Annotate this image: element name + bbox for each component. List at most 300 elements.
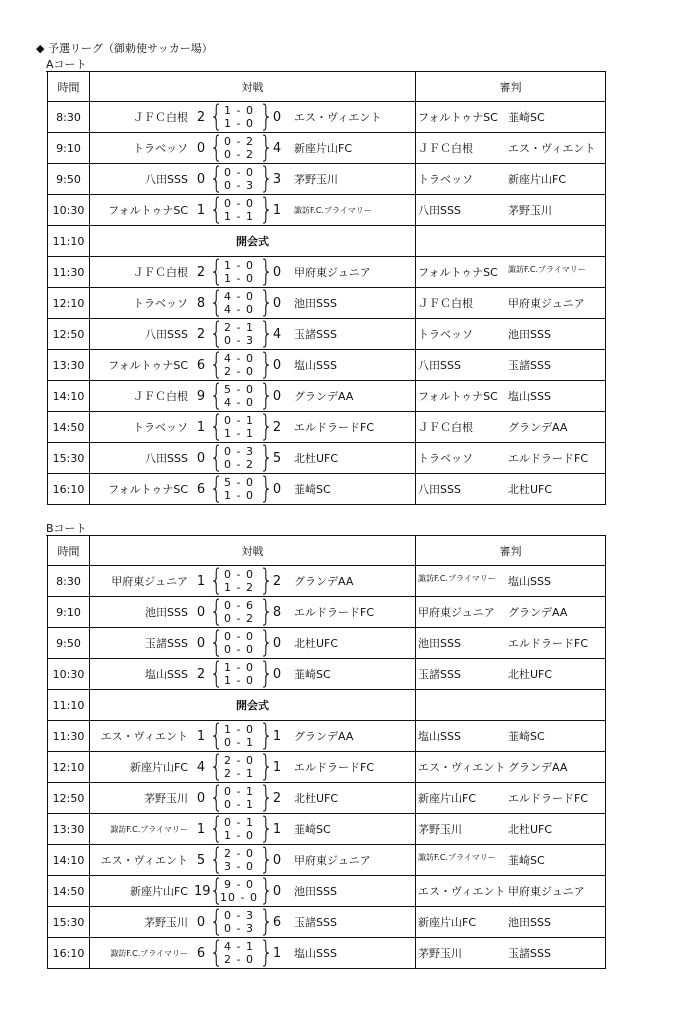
referee-2: エルドラードFC — [508, 452, 589, 465]
half-scores — [220, 847, 258, 873]
left-brace: { — [209, 101, 224, 133]
home-team: ＪＦＣ白根 — [133, 390, 188, 403]
right-brace: } — [259, 782, 274, 814]
referee-1: トラベッソ — [418, 452, 473, 465]
referee-cell — [416, 783, 606, 814]
referees — [418, 295, 605, 311]
match-time: 13:30 — [48, 814, 90, 845]
match-line — [90, 907, 415, 937]
match-time: 9:50 — [48, 628, 90, 659]
away-score: 0 — [272, 109, 282, 125]
first-half-score: 0 - 1 — [224, 414, 254, 427]
referee-cell — [416, 876, 606, 907]
referee-1: 諏訪F.C.プライマリー — [418, 574, 496, 583]
away-team: 玉諸SSS — [294, 328, 337, 341]
home-score: 2 — [196, 264, 206, 280]
referees — [418, 728, 605, 744]
match-line — [90, 752, 415, 782]
left-brace: { — [209, 163, 224, 195]
first-half-score: 0 - 1 — [224, 785, 254, 798]
referees — [418, 759, 605, 775]
referee-1: トラベッソ — [418, 328, 473, 341]
home-score: 9 — [196, 388, 206, 404]
match-row — [48, 102, 606, 133]
referees — [418, 604, 605, 620]
header-match: 対戦 — [90, 536, 416, 566]
home-score: 2 — [196, 326, 206, 342]
second-half-score: 1 - 1 — [224, 210, 254, 223]
second-half-score: 3 - 0 — [224, 860, 254, 873]
second-half-score: 1 - 1 — [224, 427, 254, 440]
match-cell — [90, 628, 416, 659]
referee-cell — [416, 721, 606, 752]
referees — [418, 481, 605, 497]
right-brace: } — [259, 813, 274, 845]
home-score: 19 — [194, 883, 211, 899]
referee-2: エス・ヴィエント — [508, 142, 596, 155]
half-scores — [220, 383, 258, 409]
referees — [418, 573, 605, 589]
referee-1: 茅野玉川 — [418, 823, 462, 836]
match-line — [90, 257, 415, 287]
home-team: 玉諸SSS — [145, 637, 188, 650]
away-score: 5 — [272, 450, 282, 466]
match-row — [48, 938, 606, 969]
match-line — [90, 443, 415, 473]
match-time: 11:10 — [48, 226, 90, 257]
first-half-score: 0 - 0 — [224, 568, 254, 581]
half-scores — [220, 723, 258, 749]
second-half-score: 1 - 0 — [224, 829, 254, 842]
referee-2: 塩山SSS — [508, 390, 551, 403]
home-team: フォルトゥナSC — [108, 204, 188, 217]
first-half-score: 2 - 0 — [224, 754, 254, 767]
match-row — [48, 721, 606, 752]
match-cell — [90, 566, 416, 597]
match-cell — [90, 102, 416, 133]
referee-1: 諏訪F.C.プライマリー — [418, 853, 496, 862]
home-score: 2 — [196, 109, 206, 125]
home-score: 5 — [196, 852, 206, 868]
home-score: 1 — [196, 573, 206, 589]
left-brace: { — [209, 627, 224, 659]
match-row — [48, 628, 606, 659]
match-cell — [90, 350, 416, 381]
match-row — [48, 133, 606, 164]
away-team: エルドラードFC — [294, 421, 375, 434]
referee-1: フォルトゥナSC — [418, 111, 498, 124]
referee-1: フォルトゥナSC — [418, 266, 498, 279]
match-line — [90, 659, 415, 689]
referees — [418, 790, 605, 806]
away-team: 北杜UFC — [294, 792, 339, 805]
left-brace: { — [209, 380, 224, 412]
match-row — [48, 381, 606, 412]
referee-cell — [416, 195, 606, 226]
home-team: トラベッソ — [133, 421, 188, 434]
match-line — [90, 350, 415, 380]
left-brace: { — [209, 442, 224, 474]
second-half-score: 0 - 3 — [224, 334, 254, 347]
second-half-score: 0 - 2 — [224, 458, 254, 471]
away-score: 0 — [272, 295, 282, 311]
match-time: 9:10 — [48, 597, 90, 628]
away-team: 塩山SSS — [294, 947, 337, 960]
left-brace: { — [209, 349, 224, 381]
away-team: グランデAA — [294, 390, 354, 403]
match-row — [48, 907, 606, 938]
second-half-score: 1 - 0 — [224, 674, 254, 687]
home-team: 塩山SSS — [145, 668, 188, 681]
match-cell — [90, 195, 416, 226]
referee-2: 韮崎SC — [508, 111, 545, 124]
left-brace: { — [209, 782, 224, 814]
court-a-schedule-table — [47, 71, 606, 505]
referee-cell — [416, 443, 606, 474]
second-half-score: 1 - 0 — [224, 489, 254, 502]
first-half-score: 0 - 2 — [224, 135, 254, 148]
away-score: 3 — [272, 171, 282, 187]
away-score: 2 — [272, 790, 282, 806]
referees — [418, 109, 605, 125]
half-scores — [220, 197, 258, 223]
referee-1: ＪＦＣ白根 — [418, 142, 473, 155]
referee-1: 甲府東ジュニア — [418, 606, 495, 619]
away-score: 0 — [272, 883, 282, 899]
away-team: 韮崎SC — [294, 483, 331, 496]
home-team: 新座片山FC — [129, 885, 188, 898]
referee-cell — [416, 659, 606, 690]
match-row — [48, 319, 606, 350]
home-score: 0 — [196, 790, 206, 806]
match-line — [90, 628, 415, 658]
home-team: エス・ヴィエント — [100, 854, 188, 867]
half-scores — [220, 135, 258, 161]
match-time: 9:50 — [48, 164, 90, 195]
referee-2: 塩山SSS — [508, 575, 551, 588]
match-line — [90, 938, 415, 968]
right-brace: } — [259, 101, 274, 133]
referee-cell — [416, 845, 606, 876]
first-half-score: 1 - 0 — [224, 661, 254, 674]
match-row — [48, 597, 606, 628]
home-score: 2 — [196, 666, 206, 682]
match-row — [48, 443, 606, 474]
court-a-label: Aコート — [46, 58, 87, 71]
referees — [418, 450, 605, 466]
away-team: 新座片山FC — [294, 142, 353, 155]
match-time: 11:30 — [48, 257, 90, 288]
away-team: 韮崎SC — [294, 668, 331, 681]
referees — [418, 140, 605, 156]
match-time: 15:30 — [48, 443, 90, 474]
match-cell — [90, 659, 416, 690]
home-team: 諏訪F.C.プライマリー — [110, 824, 188, 834]
home-team: 茅野玉川 — [144, 792, 188, 805]
right-brace: } — [259, 937, 274, 969]
match-cell — [90, 752, 416, 783]
second-half-score: 0 - 3 — [224, 179, 254, 192]
match-row — [48, 412, 606, 443]
second-half-score: 10 - 0 — [220, 891, 258, 904]
half-scores — [220, 166, 258, 192]
match-row — [48, 876, 606, 907]
match-cell — [90, 412, 416, 443]
referee-cell — [416, 938, 606, 969]
match-time: 11:10 — [48, 690, 90, 721]
right-brace: } — [259, 751, 274, 783]
half-scores — [220, 259, 258, 285]
second-half-score: 1 - 0 — [224, 272, 254, 285]
first-half-score: 2 - 1 — [224, 321, 254, 334]
second-half-score: 0 - 1 — [224, 736, 254, 749]
header-ref: 審判 — [416, 72, 606, 102]
left-brace: { — [209, 596, 224, 628]
referees — [418, 883, 605, 899]
match-row — [48, 845, 606, 876]
first-half-score: 0 - 0 — [224, 166, 254, 179]
referee-cell — [416, 288, 606, 319]
first-half-score: 1 - 0 — [224, 723, 254, 736]
right-brace: } — [259, 287, 274, 319]
home-team: ＪＦＣ白根 — [133, 266, 188, 279]
referee-2: 北杜UFC — [508, 668, 553, 681]
referee-2: 玉諸SSS — [508, 947, 551, 960]
away-score: 1 — [272, 759, 282, 775]
away-team: エルドラードFC — [294, 606, 375, 619]
right-brace: } — [259, 906, 274, 938]
match-line — [90, 195, 415, 225]
match-cell — [90, 721, 416, 752]
match-time: 8:30 — [48, 102, 90, 133]
match-row — [48, 474, 606, 505]
away-score: 8 — [272, 604, 282, 620]
match-row — [48, 164, 606, 195]
referee-2: 池田SSS — [508, 328, 551, 341]
referee-1: トラベッソ — [418, 173, 473, 186]
away-score: 0 — [272, 388, 282, 404]
away-team: エルドラードFC — [294, 761, 375, 774]
referees — [418, 326, 605, 342]
right-brace: } — [259, 380, 274, 412]
referee-cell — [416, 319, 606, 350]
away-score: 1 — [272, 945, 282, 961]
opening-ceremony: 開会式 — [90, 226, 416, 257]
right-brace: } — [259, 473, 274, 505]
ceremony-row — [48, 690, 606, 721]
referee-1: 塩山SSS — [418, 730, 461, 743]
header-time: 時間 — [48, 72, 90, 102]
away-team: グランデAA — [294, 575, 354, 588]
match-line — [90, 783, 415, 813]
match-row — [48, 659, 606, 690]
match-cell — [90, 907, 416, 938]
referee-cell — [416, 752, 606, 783]
header-row — [48, 536, 606, 566]
match-time: 16:10 — [48, 474, 90, 505]
match-time: 12:10 — [48, 288, 90, 319]
left-brace: { — [209, 132, 224, 164]
referee-2: グランデAA — [508, 606, 568, 619]
referee-cell — [416, 257, 606, 288]
match-time: 10:30 — [48, 659, 90, 690]
referee-1: 八田SSS — [418, 483, 461, 496]
referees — [418, 264, 605, 280]
half-scores — [220, 104, 258, 130]
home-score: 0 — [196, 140, 206, 156]
left-brace: { — [209, 194, 224, 226]
home-score: 1 — [196, 821, 206, 837]
match-row — [48, 350, 606, 381]
home-score: 1 — [196, 202, 206, 218]
referee-cell — [416, 628, 606, 659]
home-score: 1 — [196, 419, 206, 435]
home-team: トラベッソ — [133, 142, 188, 155]
ref-empty — [416, 690, 606, 721]
home-team: トラベッソ — [133, 297, 188, 310]
away-team: 諏訪F.C.プライマリー — [294, 205, 372, 215]
header-time: 時間 — [48, 536, 90, 566]
match-row — [48, 752, 606, 783]
home-team: ＪＦＣ白根 — [133, 111, 188, 124]
match-time: 14:10 — [48, 381, 90, 412]
away-team: グランデAA — [294, 730, 354, 743]
referee-cell — [416, 350, 606, 381]
half-scores — [220, 445, 258, 471]
away-team: 北杜UFC — [294, 452, 339, 465]
half-scores — [220, 878, 258, 904]
away-team: 甲府東ジュニア — [294, 854, 371, 867]
second-half-score: 0 - 1 — [224, 798, 254, 811]
home-score: 6 — [196, 481, 206, 497]
home-team: 茅野玉川 — [144, 916, 188, 929]
match-line — [90, 814, 415, 844]
match-cell — [90, 783, 416, 814]
match-time: 10:30 — [48, 195, 90, 226]
match-time: 12:10 — [48, 752, 90, 783]
match-line — [90, 164, 415, 194]
referees — [418, 388, 605, 404]
right-brace: } — [259, 596, 274, 628]
referees — [418, 202, 605, 218]
home-score: 6 — [196, 357, 206, 373]
referee-1: エス・ヴィエント — [418, 885, 506, 898]
match-line — [90, 133, 415, 163]
match-time: 13:30 — [48, 350, 90, 381]
half-scores — [220, 290, 258, 316]
right-brace: } — [259, 565, 274, 597]
away-score: 1 — [272, 728, 282, 744]
referee-cell — [416, 133, 606, 164]
half-scores — [220, 785, 258, 811]
referees — [418, 914, 605, 930]
match-time: 12:50 — [48, 783, 90, 814]
home-team: 新座片山FC — [129, 761, 188, 774]
second-half-score: 4 - 0 — [224, 396, 254, 409]
first-half-score: 4 - 0 — [224, 352, 254, 365]
right-brace: } — [259, 318, 274, 350]
home-team: 池田SSS — [145, 606, 188, 619]
referee-cell — [416, 814, 606, 845]
match-row — [48, 257, 606, 288]
referee-1: ＪＦＣ白根 — [418, 421, 473, 434]
half-scores — [220, 599, 258, 625]
half-scores — [220, 661, 258, 687]
referees — [418, 666, 605, 682]
second-half-score: 2 - 0 — [224, 953, 254, 966]
first-half-score: 0 - 0 — [224, 197, 254, 210]
right-brace: } — [259, 411, 274, 443]
right-brace: } — [259, 442, 274, 474]
home-score: 0 — [196, 914, 206, 930]
left-brace: { — [209, 658, 224, 690]
home-team: フォルトゥナSC — [108, 483, 188, 496]
referees — [418, 635, 605, 651]
first-half-score: 1 - 0 — [224, 104, 254, 117]
home-score: 0 — [196, 171, 206, 187]
referee-cell — [416, 474, 606, 505]
away-score: 1 — [272, 202, 282, 218]
match-time: 9:10 — [48, 133, 90, 164]
referee-1: ＪＦＣ白根 — [418, 297, 473, 310]
home-team: エス・ヴィエント — [100, 730, 188, 743]
first-half-score: 9 - 0 — [224, 878, 254, 891]
match-line — [90, 597, 415, 627]
match-cell — [90, 474, 416, 505]
referee-1: フォルトゥナSC — [418, 390, 498, 403]
home-team: 八田SSS — [145, 328, 188, 341]
court-b-schedule-table — [47, 535, 606, 969]
match-time: 11:30 — [48, 721, 90, 752]
away-score: 1 — [272, 821, 282, 837]
referee-2: グランデAA — [508, 421, 568, 434]
referee-1: 茅野玉川 — [418, 947, 462, 960]
home-score: 4 — [196, 759, 206, 775]
left-brace: { — [209, 720, 224, 752]
second-half-score: 0 - 0 — [224, 643, 254, 656]
referee-2: エルドラードFC — [508, 637, 589, 650]
second-half-score: 4 - 0 — [224, 303, 254, 316]
away-team: 池田SSS — [294, 297, 337, 310]
away-team: 塩山SSS — [294, 359, 337, 372]
left-brace: { — [209, 318, 224, 350]
right-brace: } — [259, 349, 274, 381]
away-score: 0 — [272, 481, 282, 497]
left-brace: { — [209, 473, 224, 505]
away-score: 0 — [272, 264, 282, 280]
referee-1: 新座片山FC — [418, 792, 477, 805]
second-half-score: 2 - 0 — [224, 365, 254, 378]
right-brace: } — [259, 720, 274, 752]
away-score: 0 — [272, 852, 282, 868]
match-row — [48, 814, 606, 845]
referee-2: エルドラードFC — [508, 792, 589, 805]
half-scores — [220, 816, 258, 842]
referee-2: 北杜UFC — [508, 823, 553, 836]
right-brace: } — [259, 658, 274, 690]
right-brace: } — [259, 132, 274, 164]
match-cell — [90, 443, 416, 474]
left-brace: { — [209, 844, 224, 876]
match-line — [90, 566, 415, 596]
second-half-score: 2 - 1 — [224, 767, 254, 780]
match-line — [90, 876, 415, 906]
home-team: 諏訪F.C.プライマリー — [110, 948, 188, 958]
match-cell — [90, 288, 416, 319]
first-half-score: 5 - 0 — [224, 383, 254, 396]
first-half-score: 4 - 0 — [224, 290, 254, 303]
half-scores — [220, 414, 258, 440]
